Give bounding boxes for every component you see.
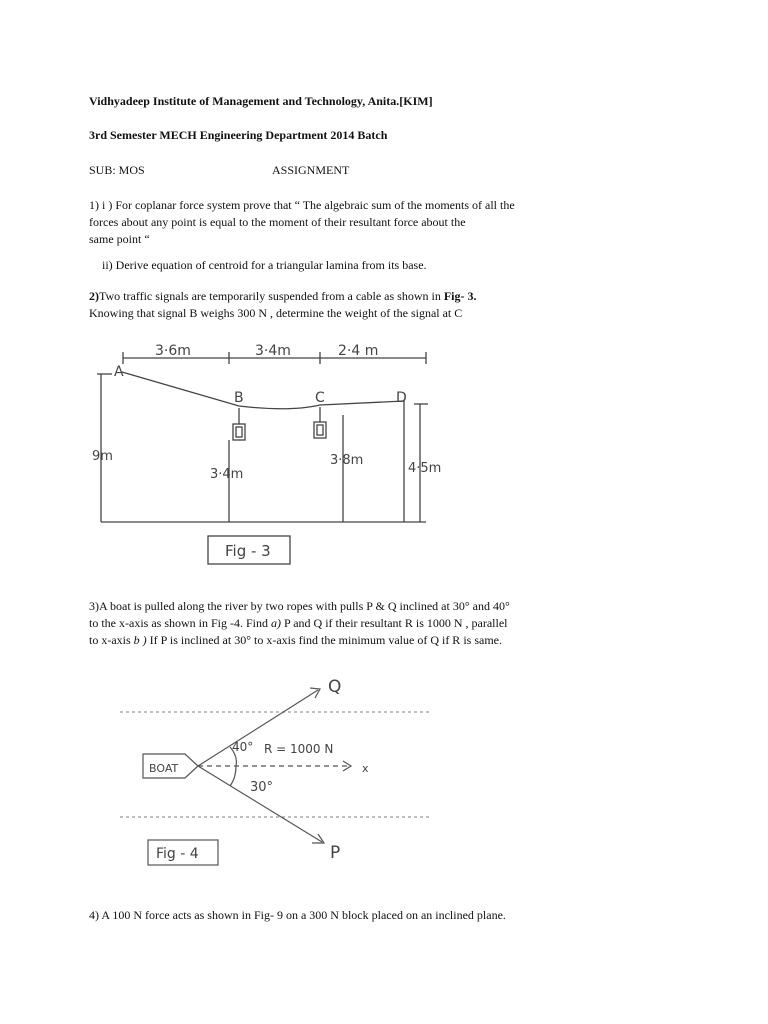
- assignment-title: ASSIGNMENT: [272, 163, 350, 177]
- department-heading: 3rd Semester MECH Engineering Department 2014 Batch: [89, 128, 388, 142]
- q2-line-1-text: Two traffic signals are temporarily suspended from a cable as shown in: [99, 289, 444, 303]
- fig3-point-a: A: [114, 364, 124, 380]
- q3-part-a-marker: a): [271, 616, 281, 630]
- fig4-force-p: P: [330, 843, 341, 863]
- q3-part-b-marker: b ): [133, 633, 147, 647]
- fig4-axis-label: x: [362, 762, 369, 775]
- fig4-label: Fig - 4: [156, 846, 199, 862]
- q3-line-2-a: to the x-axis as shown in Fig -4. Find: [89, 616, 271, 630]
- fig4-angle-p: 30°: [250, 780, 274, 795]
- question-4: 4) A 100 N force acts as shown in Fig- 9 on a 300 N block placed on an inclined plane.: [89, 908, 506, 922]
- fig4-arrow-q: [310, 688, 320, 698]
- fig3-point-d: D: [396, 390, 407, 406]
- fig3-dim-cd: 2·4 m: [338, 343, 379, 359]
- fig4-boat-label: BOAT: [149, 762, 179, 775]
- q2-fig-ref: Fig- 3.: [443, 289, 477, 303]
- q3-line-3-c: If P is inclined at 30° to x-axis find the minimum value of Q if R is same.: [146, 633, 502, 647]
- fig4-resultant-label: R = 1000 N: [264, 742, 334, 756]
- fig4-rope-p: [198, 766, 322, 842]
- fig4-force-q: Q: [328, 677, 342, 697]
- q3-line-2-c: P and Q if their resultant R is 1000 N , parallel: [281, 616, 508, 630]
- q2-number: 2): [89, 289, 99, 303]
- subject-label: SUB: MOS: [89, 163, 145, 177]
- q3-line-3-a: to x-axis: [89, 633, 134, 647]
- fig3-point-b: B: [234, 390, 244, 406]
- fig3-height-c: 3·8m: [330, 453, 364, 468]
- question-1-part-2: ii) Derive equation of centroid for a triangular lamina from its base.: [102, 258, 427, 272]
- fig4-angle-q: 40°: [232, 740, 254, 754]
- q1-line: forces about any point is equal to the moment of their resultant force about the: [89, 215, 466, 229]
- q1-line: same point “: [89, 232, 150, 246]
- q1-line: 1) i ) For coplanar force system prove that “ The algebraic sum of the moments of all the: [89, 198, 515, 212]
- fig3-height-d: 4·5m: [408, 461, 442, 476]
- fig3-dim-ab: 3·6m: [155, 343, 191, 359]
- q3-line-1: 3)A boat is pulled along the river by two ropes with pulls P & Q inclined at 30° and 40°: [89, 599, 510, 613]
- fig3-label: Fig - 3: [225, 542, 271, 560]
- fig3-height-a: 9m: [92, 449, 113, 464]
- institute-heading: Vidhyadeep Institute of Management and Technology, Anita.[KIM]: [89, 94, 433, 108]
- fig3-dim-bc: 3·4m: [255, 343, 291, 359]
- q2-line-2: Knowing that signal B weighs 300 N , determine the weight of the signal at C: [89, 306, 463, 320]
- fig3-point-c: C: [315, 390, 325, 406]
- fig4-angle-arc-p: [230, 766, 236, 786]
- fig3-height-b: 3·4m: [210, 467, 244, 482]
